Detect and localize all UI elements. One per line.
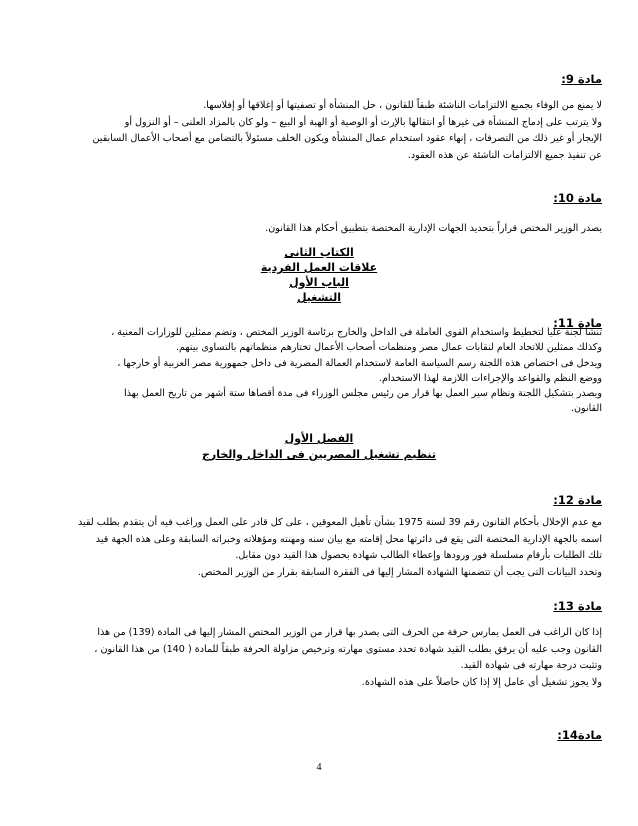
article-11-line: وكذلك ممثلين للاتحاد العام لنقابات عمال مصر ومنظمات أصحاب الأعمال تختارهم منظماتهم بالتساوى بينهم.	[175, 342, 602, 354]
article-13-line: القانون وجب عليه أن يرفق بطلب القيد شهادة تحدد مستوى مهارته وترخيص مزاولة الحرفة طبقاً للمادة ( 140) من هذا القانون ،	[94, 643, 602, 655]
article-13-line: إذا كان الراغب فى العمل يمارس حرفة من الحرف التى يصدر بها قرار من الوزير المختص المشار إليها فى المادة (139) من هذا	[97, 627, 602, 638]
article-12-line: اسمه بالجهة الإدارية المختصة التى يقع فى دائرتها محل إقامته مع بيان سنه ومهنته ومؤهلاته وخبراته السابقة وعلى هذه الجهة قيد	[95, 533, 602, 545]
article-13-heading: مادة 13:	[553, 599, 602, 613]
part-title: الباب الأول	[289, 276, 349, 289]
relations-title: علاقات العمل الفردية	[260, 261, 378, 274]
article-13-line: وتثبت درجة مهارته فى شهادة القيد.	[460, 660, 602, 671]
article-10-line: يصدر الوزير المختص قراراً بتحديد الجهات الإدارية المختصة بتطبيق أحكام هذا القانون.	[265, 223, 602, 234]
article-9-body	[70, 98, 602, 164]
article-11-line: ويصدر بتشكيل اللجنة ونظام سير العمل بها قرار من رئيس مجلس الوزراء فى مدة أقصاها ستة أشهر من تاريخ العمل بهذا	[123, 388, 602, 400]
article-12-line: وتحدد البيانات التى يجب أن تتضمنها الشهادة المشار إليها فى الفقرة السابقة بقرار من الوزير المختص.	[197, 566, 602, 578]
article-12-heading: مادة 12:	[553, 493, 602, 507]
article-14-heading: مادة14:	[557, 728, 602, 742]
article-11-line: ويدخل فى اختصاص هذه اللجنة رسم السياسة العامة لاستخدام العمالة المصرية فى داخل جمهورية مصر العربية أو خارجها ،	[117, 357, 602, 369]
article-12-body	[70, 515, 602, 581]
article-9-line: ولا يترتب على إدماج المنشأة فى غيرها أو انتقالها بالإرث أو الوصية أو الهبة أو البيع – ولو كان بالمزاد العلنى – أو النزول أو	[124, 116, 602, 128]
article-11-body	[70, 325, 602, 417]
article-10-body	[70, 221, 602, 238]
article-11-heading: مادة 11:	[553, 316, 602, 330]
employment-title: التشغيل	[296, 291, 342, 304]
article-11-line: تنشأ لجنة عليا لتخطيط واستخدام القوى العاملة فى الداخل والخارج برئاسة الوزير المختص ، وتضم ممثلين للوزارات المعنية ،	[111, 327, 602, 338]
chapter-title: الفصل الأول	[284, 432, 354, 445]
article-9-line: عن تنفيذ جميع الالتزامات الناشئة عن هذه العقود.	[407, 149, 602, 161]
page-number: 4	[316, 762, 322, 773]
article-13-line: ولا يجوز تشغيل أى عامل إلا إذا كان حاصلاً على هذه الشهادة.	[361, 676, 602, 688]
article-11-line: القانون.	[570, 403, 602, 415]
article-10-heading: مادة 10:	[553, 191, 602, 205]
article-12-line: تلك الطلبات بأرقام مسلسلة فور ورودها وإعطاء الطالب شهادة بحصول هذا القيد دون مقابل.	[235, 550, 602, 561]
book-title: الكتاب الثانى	[284, 246, 354, 259]
article-11-line: ووضع النظم والقواعد والإجراءات اللازمة لهذا الاستخدام.	[378, 372, 602, 384]
article-9-line: الإيجار أو غير ذلك من التصرفات ، إنهاء عقود استخدام عمال المنشأة ويكون الخلف مسئولاً بالتضامن مع أصحاب الأعمال السابقين	[92, 133, 602, 144]
chapter-subtitle: تنظيم تشغيل المصريين فى الداخل والخارج	[201, 448, 437, 461]
article-9-line: لا يمنع من الوفاء بجميع الالتزامات الناشئة طبقاً للقانون ، حل المنشأة أو تصفيتها أو إغلاقها أو إفلاسها.	[203, 100, 602, 111]
article-12-line: مع عدم الإخلال بأحكام القانون رقم 39 لسنة 1975 بشأن تأهيل المعوقين ، على كل قادر على العمل وراغب فيه أن يتقدم بطلب لقيد	[78, 517, 602, 528]
article-13-body	[70, 625, 602, 691]
article-9-heading: مادة 9:	[561, 72, 602, 86]
